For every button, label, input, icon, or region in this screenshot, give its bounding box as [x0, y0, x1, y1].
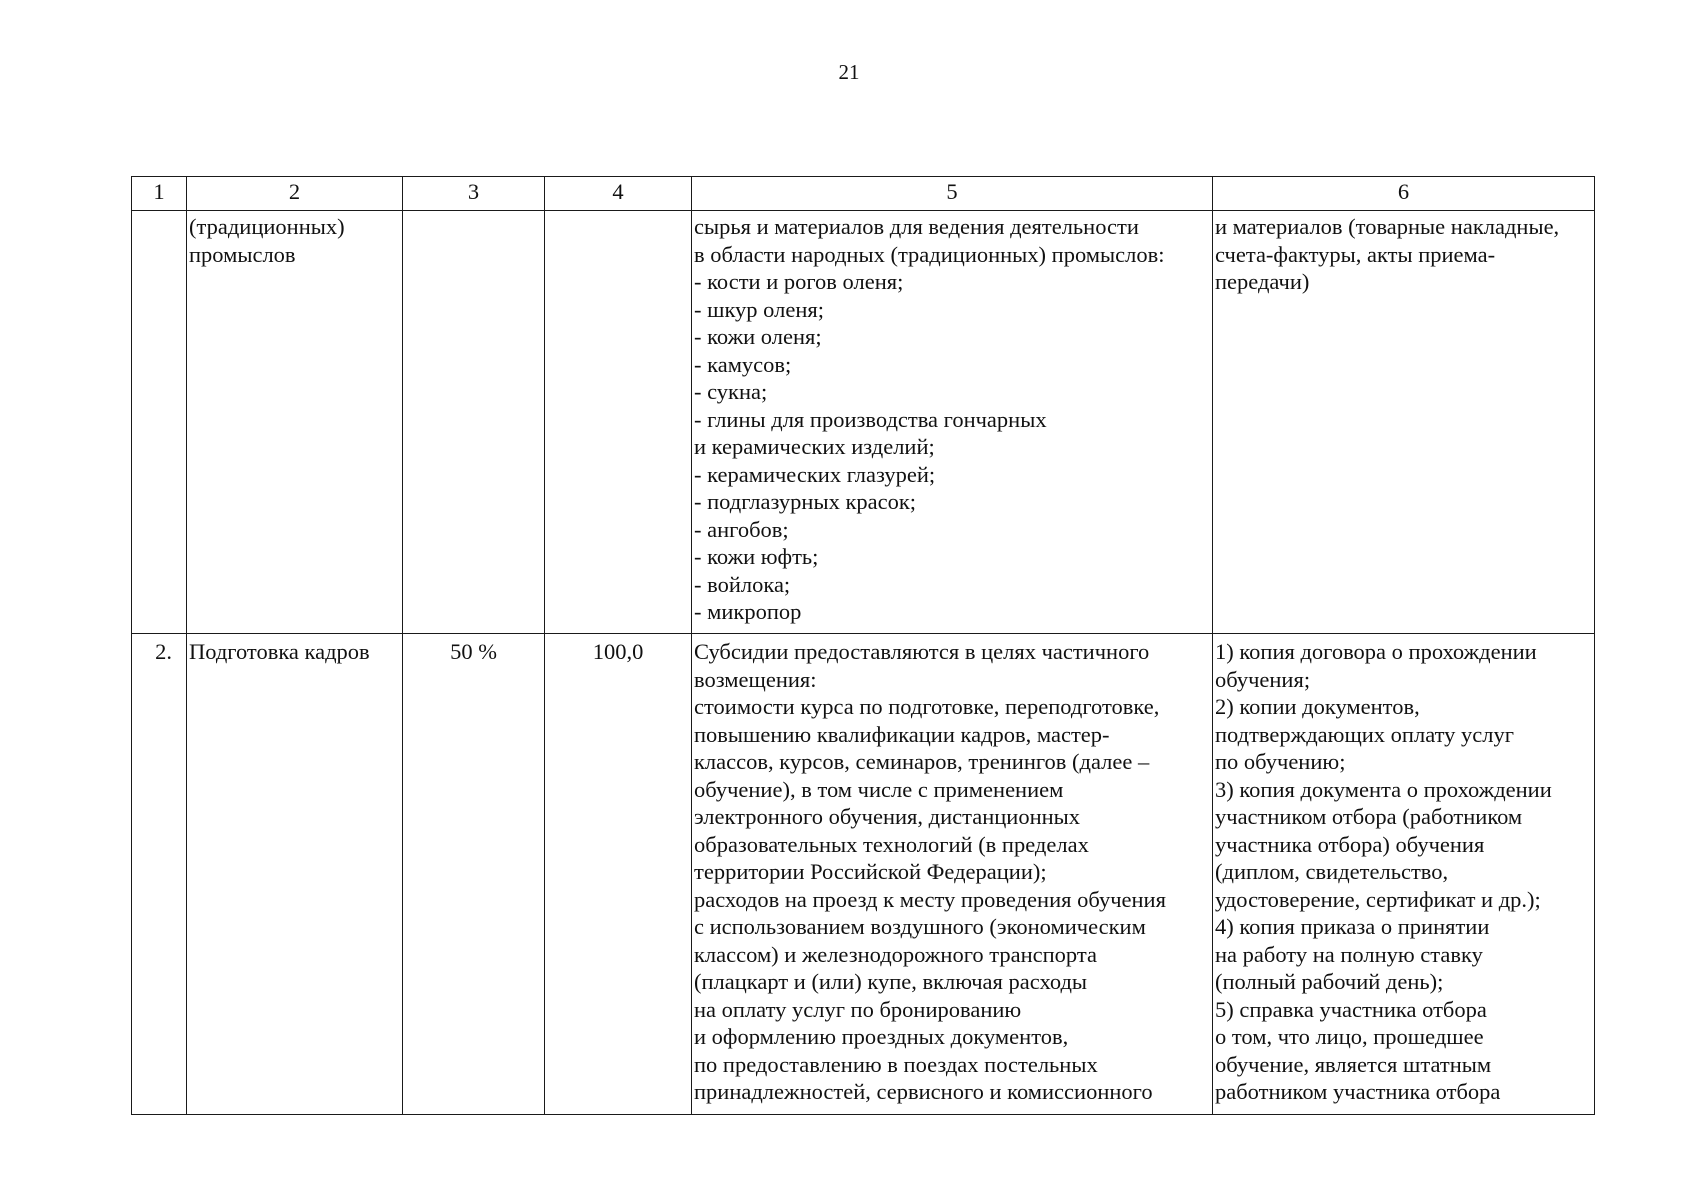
cell-text-line: классом) и железнодорожного транспорта	[694, 941, 1097, 967]
cell-text-line: территории Российской Федерации);	[694, 859, 1047, 884]
cell-text-line: - керамических глазурей;	[694, 461, 936, 487]
cell-text-line: расходов на проезд к месту проведения обучения	[694, 886, 1166, 912]
cell-text-line: - войлока;	[694, 571, 791, 597]
cell-text-line: (диплом, свидетельство,	[1215, 859, 1449, 884]
cell-text-line: с использованием воздушного (экономическим	[694, 914, 1146, 939]
cell-text-line: счета-фактуры, акты приема-	[1215, 241, 1496, 267]
cell-text-line: промыслов	[189, 241, 296, 267]
cell-text-line: передачи)	[1215, 269, 1310, 294]
cell-text-line: по предоставлению в поездах постельных	[694, 1051, 1098, 1077]
cell-text-line: - микропор	[694, 599, 802, 624]
cell-text-line: сырья и материалов для ведения деятельности	[694, 214, 1139, 239]
cell-text-line: о том, что лицо, прошедшее	[1215, 1024, 1484, 1049]
cell-text-line: (полный рабочий день);	[1215, 969, 1444, 994]
cell-text-line: Субсидии предоставляются в целях частичного	[694, 639, 1150, 664]
row-name-cell	[187, 634, 403, 1115]
row-name-cell	[187, 211, 403, 634]
cell-text-line: удостоверение, сертификат и др.);	[1215, 886, 1541, 912]
cell-text-line: (традиционных)	[189, 214, 345, 239]
cell-text-line: - кожи юфть;	[694, 544, 819, 569]
cell-text-line: - шкур оленя;	[694, 296, 824, 322]
row-documents-cell	[1213, 211, 1595, 634]
cell-text-line: 2) копии документов,	[1215, 694, 1420, 719]
cell-text-line: и оформлению проездных документов,	[694, 1024, 1069, 1049]
cell-text-line: - кости и рогов оленя;	[694, 269, 904, 294]
cell-text-line: классов, курсов, семинаров, тренингов (далее –	[694, 749, 1150, 774]
row-documents-cell	[1213, 634, 1595, 1115]
column-header: 6	[1213, 177, 1595, 211]
column-header: 1	[132, 177, 187, 211]
cell-text-line: - сукна;	[694, 379, 768, 404]
cell-text-line: участником отбора (работником	[1215, 804, 1523, 829]
cell-text-line: 5) справка участника отбора	[1215, 996, 1487, 1022]
column-header: 3	[403, 177, 545, 211]
cell-text-line: и материалов (товарные накладные,	[1215, 214, 1560, 239]
cell-text-line: по обучению;	[1215, 749, 1346, 774]
cell-text-line: обучение, является штатным	[1215, 1051, 1492, 1077]
row-number-cell	[132, 211, 187, 634]
cell-text-line: - подглазурных красок;	[694, 489, 917, 514]
subsidy-table	[131, 176, 1595, 1115]
column-header: 2	[187, 177, 403, 211]
cell-text-line: 1) копия договора о прохождении	[1215, 639, 1537, 664]
row-share-cell	[403, 211, 545, 634]
table-row	[132, 211, 1595, 634]
cell-text-line: на оплату услуг по бронированию	[694, 996, 1022, 1022]
column-header: 5	[692, 177, 1213, 211]
cell-text-line: обучение), в том числе с применением	[694, 776, 1064, 802]
row-number-cell: 2.	[132, 634, 187, 1115]
cell-text-line: и керамических изделий;	[694, 434, 935, 459]
cell-text-line: - камусов;	[694, 351, 792, 377]
cell-text-line: на работу на полную ставку	[1215, 941, 1483, 967]
row-purpose-cell	[692, 211, 1213, 634]
cell-text-line: подтверждающих оплату услуг	[1215, 721, 1514, 747]
row-purpose-cell	[692, 634, 1213, 1115]
cell-text-line: Подготовка кадров	[189, 639, 370, 664]
cell-text-line: 3) копия документа о прохождении	[1215, 776, 1552, 802]
table-header-row	[132, 177, 1595, 211]
cell-text-line: образовательных технологий (в пределах	[694, 831, 1089, 857]
column-header: 4	[545, 177, 692, 211]
cell-text-line: возмещения:	[694, 666, 817, 692]
cell-text-line: - ангобов;	[694, 516, 789, 542]
cell-text-line: обучения;	[1215, 666, 1311, 692]
cell-text-line: повышению квалификации кадров, мастер-	[694, 721, 1110, 747]
cell-text-line: участника отбора) обучения	[1215, 831, 1485, 857]
cell-text-line: стоимости курса по подготовке, переподготовке,	[694, 694, 1160, 719]
cell-text-line: (плацкарт и (или) купе, включая расходы	[694, 969, 1088, 994]
row-amount-cell	[545, 211, 692, 634]
cell-text-line: электронного обучения, дистанционных	[694, 804, 1081, 829]
table-row	[132, 634, 1595, 1115]
cell-text-line: 4) копия приказа о принятии	[1215, 914, 1490, 939]
cell-text-line: - глины для производства гончарных	[694, 406, 1047, 432]
cell-text-line: - кожи оленя;	[694, 324, 822, 349]
cell-text-line: в области народных (традиционных) промыслов:	[694, 241, 1165, 267]
row-share-cell: 50 %	[403, 634, 545, 1115]
row-amount-cell: 100,0	[545, 634, 692, 1115]
page-number: 21	[838, 60, 860, 84]
cell-text-line: работником участника отбора	[1215, 1079, 1501, 1104]
cell-text-line: принадлежностей, сервисного и комиссионного	[694, 1079, 1153, 1104]
